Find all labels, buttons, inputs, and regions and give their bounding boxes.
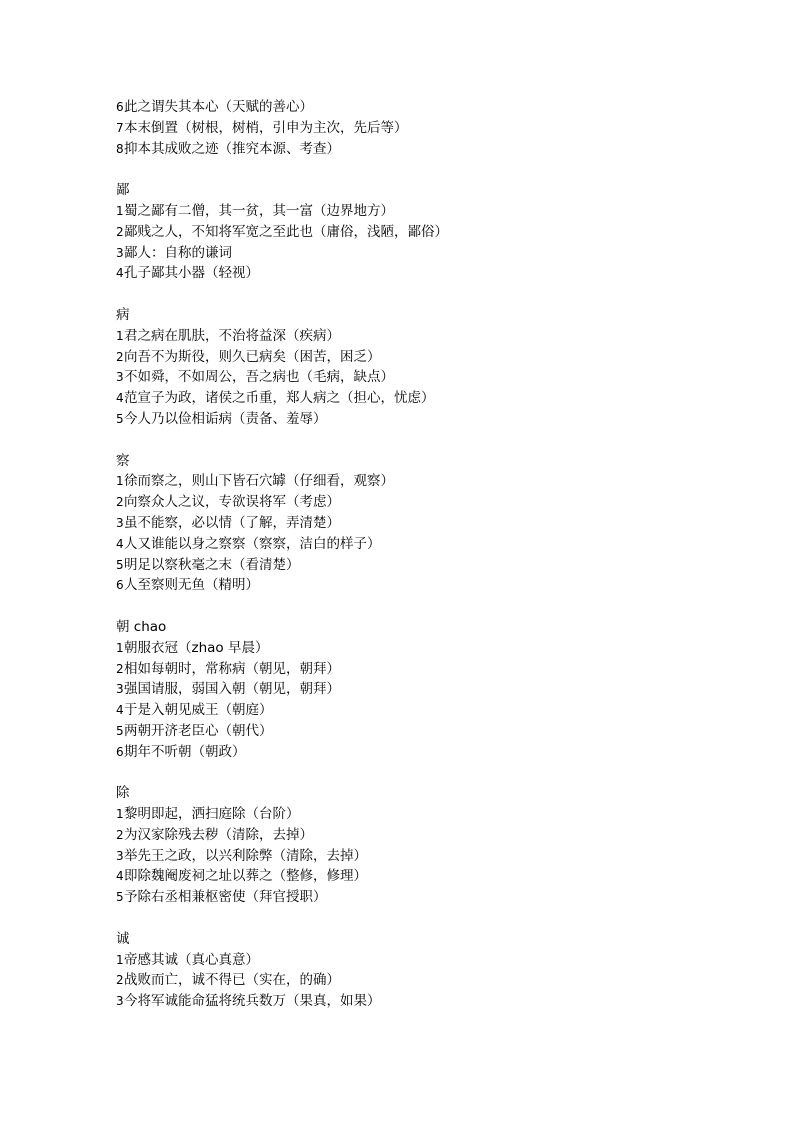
item-text: 范宣子为政，诸侯之币重，郑人病之（担心，忧虑）	[124, 390, 435, 407]
list-item	[116, 887, 756, 908]
section-chu	[116, 783, 756, 908]
section-heading: 病	[116, 306, 130, 323]
list-item	[116, 534, 756, 555]
item-text: 朝服衣冠（zhao 早晨）	[124, 639, 269, 656]
item-number: 3	[116, 245, 124, 260]
list-item	[116, 326, 756, 347]
item-text: 今人乃以俭相诟病（责备、羞辱）	[124, 410, 327, 427]
item-number: 1	[116, 328, 124, 343]
item-text: 为汉家除残去秽（清除，去掉）	[124, 826, 313, 843]
section-heading: 除	[116, 785, 130, 802]
item-number: 1	[116, 640, 124, 655]
item-number: 4	[116, 869, 124, 884]
item-text: 鄙人：自称的谦词	[124, 244, 232, 261]
item-number: 4	[116, 266, 124, 281]
item-text: 明足以察秋毫之末（看清楚）	[124, 556, 300, 573]
section-cheng	[116, 929, 756, 1012]
list-item	[116, 679, 756, 700]
list-item	[116, 742, 756, 763]
item-text: 予除右丞相兼枢密使（拜官授职）	[124, 889, 327, 906]
item-number: 2	[116, 661, 124, 676]
item-text: 孔子鄙其小器（轻视）	[124, 265, 259, 282]
item-text: 此之谓失其本心（天赋的善心）	[124, 99, 313, 115]
item-number: 3	[116, 370, 124, 385]
list-item	[116, 991, 756, 1012]
section-heading: 鄙	[116, 182, 130, 199]
item-number: 5	[116, 890, 124, 905]
item-number: 6	[116, 744, 124, 759]
section-bi	[116, 180, 756, 284]
item-number: 1	[116, 203, 124, 218]
item-text: 今将军诚能命猛将统兵数万（果真，如果）	[124, 993, 381, 1010]
list-item	[116, 243, 756, 264]
item-text: 蜀之鄙有二僧，其一贫，其一富（边界地方）	[124, 202, 394, 219]
item-text: 帝感其诚（真心真意）	[124, 951, 259, 968]
list-item	[116, 492, 756, 513]
item-text: 黎明即起，洒扫庭除（台阶）	[124, 806, 300, 823]
list-item	[116, 804, 756, 825]
item-text: 本末倒置（树根，树梢，引申为主次，先后等）	[124, 119, 408, 136]
list-item	[116, 555, 756, 576]
item-text: 即除魏阉废祠之址以葬之（整修，修理）	[124, 868, 367, 885]
item-number: 2	[116, 224, 124, 239]
document-page	[116, 97, 756, 1012]
section-bing	[116, 305, 756, 430]
item-text: 向吾不为斯役，则久已病矣（困苦，困乏）	[124, 348, 381, 365]
item-number: 2	[116, 827, 124, 842]
item-number: 2	[116, 495, 124, 510]
item-text: 徐而察之，则山下皆石穴罅（仔细看，观察）	[124, 473, 394, 490]
list-item	[116, 513, 756, 534]
list-item	[116, 638, 756, 659]
list-item	[116, 846, 756, 867]
section-heading: 朝 chao	[116, 618, 167, 635]
list-item	[116, 471, 756, 492]
item-text: 君之病在肌肤，不治将益深（疾病）	[124, 327, 340, 344]
list-item	[116, 97, 756, 118]
item-text: 抑本其成败之迹（推究本源、考查）	[124, 140, 340, 157]
item-number: 3	[116, 682, 124, 697]
item-text: 两朝开济老臣心（朝代）	[124, 722, 273, 739]
item-number: 5	[116, 557, 124, 572]
intro-block	[116, 97, 756, 159]
list-item	[116, 139, 756, 160]
item-number: 5	[116, 723, 124, 738]
item-number: 2	[116, 973, 124, 988]
list-item	[116, 118, 756, 139]
item-text: 向察众人之议，专欲误将军（考虑）	[124, 494, 340, 511]
item-number: 3	[116, 994, 124, 1009]
list-item	[116, 222, 756, 243]
list-item	[116, 825, 756, 846]
list-item	[116, 970, 756, 991]
item-text: 人又谁能以身之察察（察察，洁白的样子）	[124, 535, 381, 552]
item-number: 4	[116, 703, 124, 718]
list-item	[116, 721, 756, 742]
item-number: 8	[116, 141, 124, 156]
item-number: 1	[116, 807, 124, 822]
list-item	[116, 388, 756, 409]
item-text: 于是入朝见威王（朝庭）	[124, 702, 273, 719]
list-item	[116, 367, 756, 388]
list-item	[116, 347, 756, 368]
item-number: 1	[116, 952, 124, 967]
list-item	[116, 700, 756, 721]
section-heading: 察	[116, 452, 130, 469]
list-item	[116, 866, 756, 887]
section-heading: 诚	[116, 930, 130, 947]
list-item	[116, 409, 756, 430]
item-number: 3	[116, 515, 124, 530]
item-number: 4	[116, 536, 124, 551]
item-number: 5	[116, 411, 124, 426]
item-number: 3	[116, 848, 124, 863]
item-text: 强国请服，弱国入朝（朝见，朝拜）	[124, 681, 340, 698]
item-number: 6	[116, 578, 124, 593]
list-item	[116, 575, 756, 596]
section-chao	[116, 617, 756, 763]
item-text: 虽不能察，必以情（了解，弄清楚）	[124, 514, 340, 531]
item-number: 1	[116, 474, 124, 489]
list-item	[116, 263, 756, 284]
section-cha	[116, 451, 756, 597]
item-number: 6	[116, 100, 124, 114]
item-text: 战败而亡，诚不得已（实在，的确）	[124, 972, 340, 989]
item-text: 不如舜，不如周公，吾之病也（毛病，缺点）	[124, 369, 394, 386]
item-number: 7	[116, 120, 124, 135]
list-item	[116, 659, 756, 680]
item-text: 期年不听朝（朝政）	[124, 743, 246, 760]
list-item	[116, 950, 756, 971]
item-number: 4	[116, 391, 124, 406]
list-item	[116, 201, 756, 222]
item-text: 鄙贱之人，不知将军宽之至此也（庸俗，浅陋，鄙俗）	[124, 223, 448, 240]
item-text: 举先王之政，以兴利除弊（清除，去掉）	[124, 847, 367, 864]
item-text: 相如每朝时，常称病（朝见，朝拜）	[124, 660, 340, 677]
item-number: 2	[116, 349, 124, 364]
item-text: 人至察则无鱼（精明）	[124, 577, 259, 594]
